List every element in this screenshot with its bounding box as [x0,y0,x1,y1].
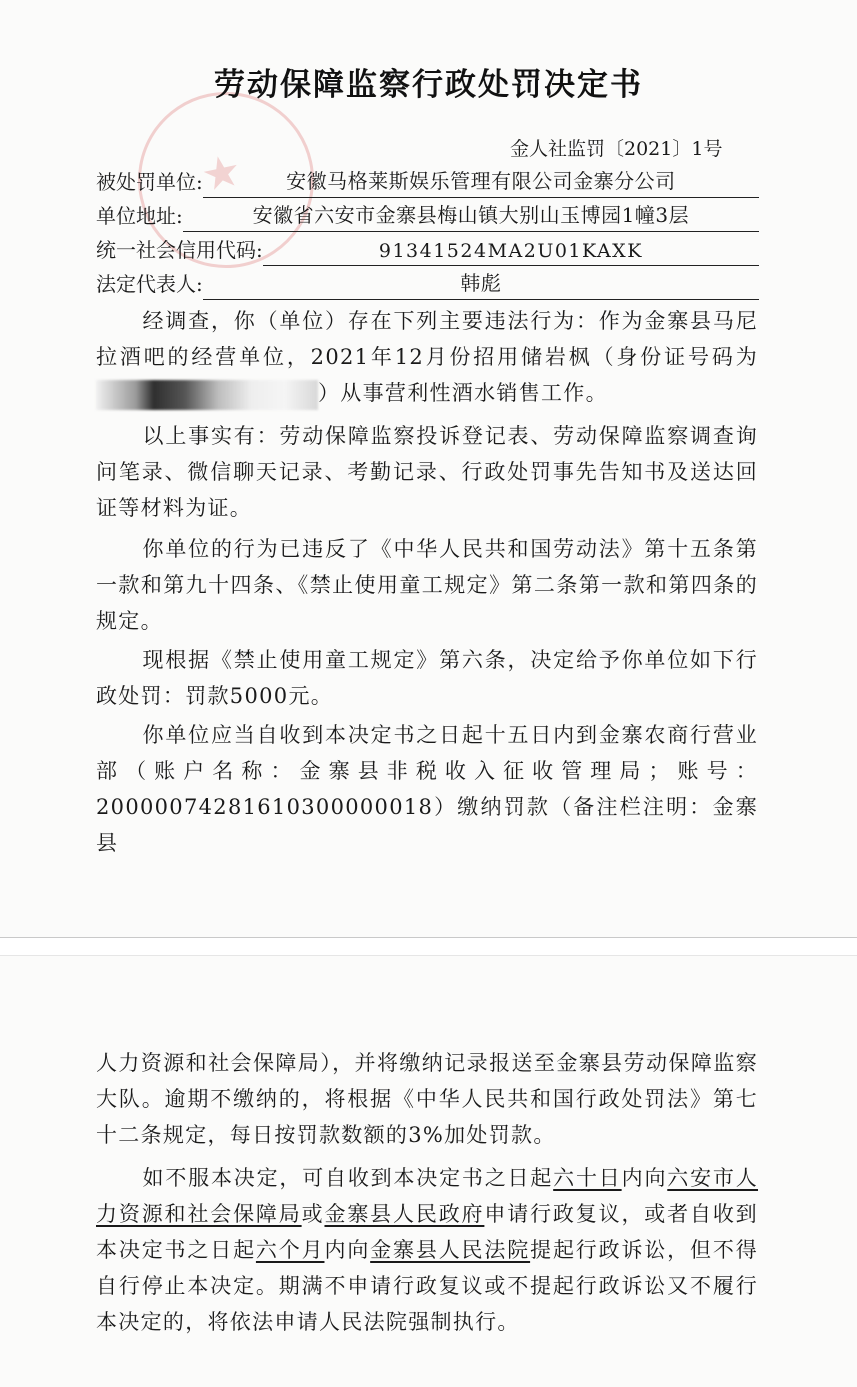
paragraph-text: ）从事营利性酒水销售工作。 [318,381,608,405]
field-label: 单位地址: [96,204,183,228]
paragraph-text: 现根据《禁止使用童工规定》第六条，决定给予你单位如下行政处罚：罚款5000元。 [96,648,758,708]
paragraph-text: 你单位的行为已违反了《中华人民共和国劳动法》第十五条第一款和第九十四条、《禁止使用童工规定》第二条第一款和第四条的规定。 [96,537,758,633]
paragraph-text: 提起行政诉讼，但不得自行停止本决定。期满不申请行政复议或不提起行政诉讼又不履行本决定的，将依法申请人民法院强制执行。 [96,1238,758,1334]
underlined-term: 金寨县人民法院 [370,1238,531,1262]
underlined-term: 六十日 [553,1166,622,1190]
paragraph-text: 你单位应当自收到本决定书之日起十五日内到金寨农商行营业部（账户名称：金寨县非税收入征收管理局；账号：20000074281610300000018）缴纳罚款（备注栏注明：金寨县 [96,723,758,855]
paragraph-text: 申请行政复议，或者自收到本决定书之日起 [96,1202,758,1262]
redacted-id-number [96,380,318,410]
paragraph-text: 经调查，你（单位）存在下列主要违法行为：作为金寨县马尼拉酒吧的经营单位，2021年12月份招用储岩枫（身份证号码为 [96,309,758,369]
paragraph-text: 或 [301,1202,325,1226]
document-title: 劳动保障监察行政处罚决定书 [214,66,643,103]
field-penalized-unit [96,168,759,198]
paragraph-violated-laws [96,531,758,639]
paragraph-text: 内向 [621,1166,668,1190]
paragraph-text: 内向 [324,1238,371,1262]
field-label: 法定代表人: [96,272,203,296]
field-label: 被处罚单位: [96,170,203,194]
paragraph-evidence [96,418,758,526]
underlined-term: 金寨县人民政府 [324,1202,485,1226]
field-value: 91341524MA2U01KAXK [263,240,759,266]
paragraph-violation-facts [96,303,758,411]
field-unit-address [96,202,759,232]
paragraph-text: 以上事实有：劳动保障监察投诉登记表、劳动保障监察调查询问笔录、微信聊天记录、考勤记录、行政处罚事先告知书及送达回证等材料为证。 [96,424,758,520]
field-value: 安徽马格莱斯娱乐管理有限公司金寨分公司 [203,165,759,198]
paragraph-payment-instructions [96,717,758,861]
field-legal-representative [96,270,759,300]
field-value: 韩彪 [203,267,759,300]
field-value: 安徽省六安市金寨县梅山镇大别山玉博园1幢3层 [183,199,759,232]
paragraph-text: 如不服本决定，可自收到本决定书之日起 [142,1166,554,1190]
field-label: 统一社会信用代码: [96,238,263,262]
underlined-term: 六安市人力资源和社会保障局 [96,1166,759,1226]
paragraph-appeal-rights [96,1160,758,1340]
field-credit-code [96,236,759,266]
paragraph-payment-continued [96,1045,758,1153]
paragraph-text: 人力资源和社会保障局），并将缴纳记录报送至金寨县劳动保障监察大队。逾期不缴纳的，将根据《中华人民共和国行政处罚法》第七十二条规定，每日按罚款数额的3%加处罚款。 [96,1051,758,1147]
paragraph-penalty-decision [96,642,758,714]
underlined-term: 六个月 [255,1238,325,1262]
document-number: 金人社监罚〔2021〕1号 [510,138,723,160]
